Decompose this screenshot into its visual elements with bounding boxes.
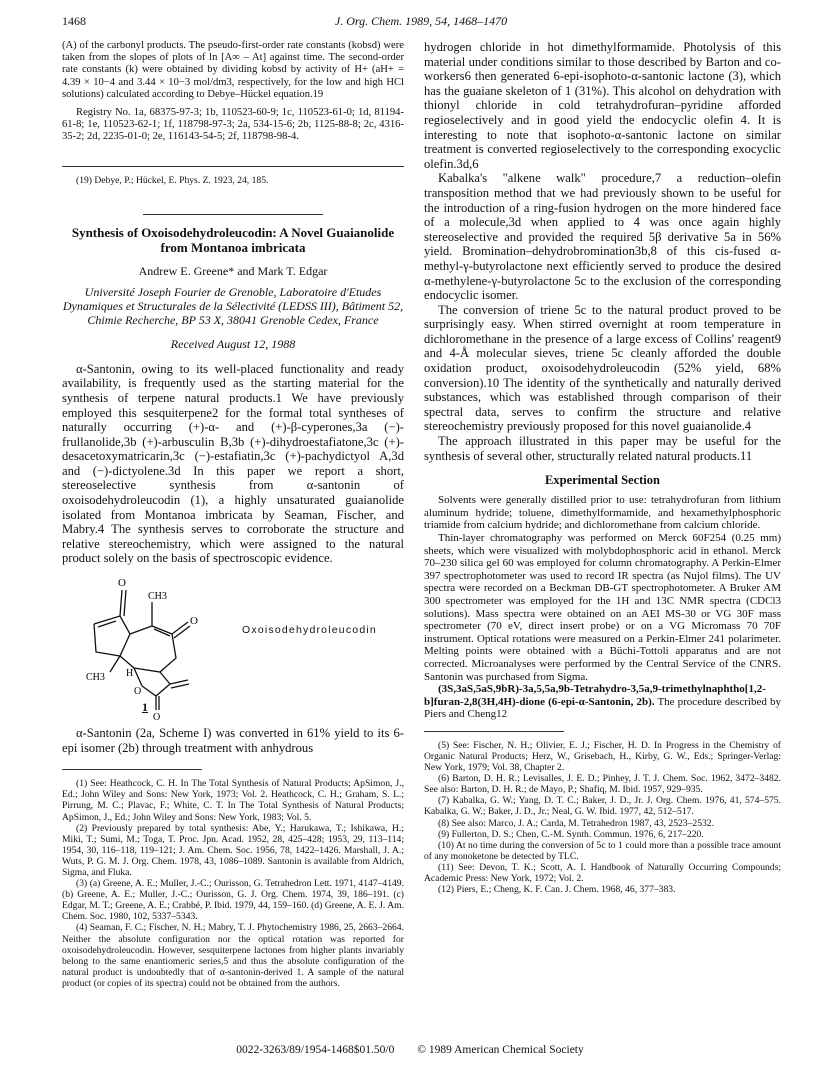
footnote: (1) See: Heathcock, C. H. In The Total Synthesis of Natural Products; ApSimon, J., Ed.; John Wiley and Sons: New York, 1973; Vol. 2. Heathcock, C. H.; Graham, S. L.; Pirrung, M. C.; Plavac, F.; White, C. T. In The Total Synthesis of Natural Products; ApSimon, J., Ed.; John Wiley and Sons: New York, 1983; Vol. 5. bbox=[62, 778, 404, 823]
footnote: (8) See also: Marco, J. A.; Carda, M. Tetrahedron 1987, 43, 2523–2532. bbox=[438, 817, 714, 829]
page-number: 1468 bbox=[62, 14, 86, 28]
compound-name: Oxoisodehydroleucodin bbox=[242, 624, 377, 637]
experimental-methods: Thin-layer chromatography was performed on Merck 60F254 (0.25 mm) sheets, which were visualized with molybdophosphoric acid in ethanol. Merck 70–230 silica gel 60 was employed for column chromatography. A Perkin-Elmer 397 spectrophotometer was used to record IR spectra (as Nujol films). The UV spectra were recorded on a Beckman DB-GT spectrophotometer. A Bruker AM 300 spectrometer was employed for the 1H and 13C NMR spectra (CDCl3 solutions). Mass spectra were obtained on an AEI MS-30 or VG 30F mass spectrometer (70 eV, direct insert probe) or on a VG Micromass 70 70F instrument. Optical rotations were measured on a Perkin-Elmer 241 polarimeter. Melting points were obtained with a Büchi-Tottoli apparatus and are not corrected. Microanalyses were performed by the Central Service of the CNRS. Santonin was purchased from Sigma. bbox=[424, 532, 781, 683]
structure-figure bbox=[62, 572, 404, 722]
paragraph-approach: The approach illustrated in this paper may be useful for the synthesis of several other, structurally related natural products.11 bbox=[424, 434, 781, 463]
paragraph-conversion: The conversion of triene 5c to the natural product proved to be surprisingly easy. When stirred overnight at room temperature in dichloromethane in the presence of a large excess of Collins' reagent9 and 4-Å molecular sieves, triene 5c cleanly afforded the double oxidation product, oxoisodehydroleucodin (52% yield, 68% conversion).10 The identity of the synthetically and naturally derived substances, which was established through comparison of their spectral data, serves to confirm the structure and relative stereochemistry previously proposed for this novel guaianolide.4 bbox=[424, 302, 781, 434]
page-footer bbox=[0, 1044, 820, 1056]
article-divider bbox=[143, 214, 323, 215]
label-h: H bbox=[126, 668, 134, 680]
experimental-heading: Experimental Section bbox=[545, 473, 660, 488]
intro-paragraph: α-Santonin, owing to its well-placed functionality and ready availability, is frequently used as the starting material for the synthesis of terpene natural products.1 We have previously employed this sesquiterpene2 for the formal total syntheses of naturally occurring (+)-α- and (+)-β-cyperones,3a (−)-frullanolide,3b (+)-arbusculin B,3b (+)-dihydroestafiatone,3c (+)-desacetoxymatricarin,3c (−)-estafiatin,3c (+)-pachydictyol A,3d and (−)-dictyolene.3d In this paper we report a short, stereoselective synthesis from α-santonin of oxoisodehydroleucodin (1), a highly unsaturated guaianolide isolated from Montanoa imbricata by Seaman, Fischer, and Mabry.4 The synthesis serves to corroborate the structure and relative stereochemistry, which were assigned to the natural product solely on the basis of spectroscopic evidence. bbox=[62, 361, 404, 566]
label-ch3-top: CH3 bbox=[148, 591, 167, 603]
footnote: (11) See: Devon, T. K.; Scott, A. I. Handbook of Naturally Occurring Compounds; Academic Press: New York, 1972; Vol. 2. bbox=[424, 861, 781, 885]
paragraph-photolysis: hydrogen chloride in hot dimethylformamide. Photolysis of this material under conditions similar to those described by Barton and co-workers6 then generated 6-epi-isophoto-α-santonic lactone (3), which has the guaiane skeleton of 1 (31%). This alcohol on dehydration with thionyl chloride in cold tetrahydrofuran–pyridine afforded regioselectively and in good yield the endocyclic olefin 4. It is interesting to note that isophoto-α-santonic lactone on similar treatment is converted regioselectively to the corresponding exocyclic olefin.3d,6 bbox=[424, 40, 781, 171]
divider bbox=[62, 166, 404, 167]
author-affiliation: Université Joseph Fourier de Grenoble, Laboratoire d'Etudes Dynamiques et Structurales de la Sélectivité (LEDSS III), Bâtiment 52, Chimie Recherche, BP 53 X, 38041 Grenoble Cedex, France bbox=[62, 284, 404, 327]
experimental-solvents: Solvents were generally distilled prior to use: tetrahydrofuran from lithium aluminum hydride; toluene, dimethylformamide, and hexamethylphosphoric triamide from calcium hydride; and dichloromethane from calcium chloride. bbox=[424, 494, 781, 532]
paragraph-alkene-walk: Kabalka's "alkene walk" procedure,7 a reduction–olefin transposition method that we had previously shown to be useful for the introduction of a ring-fusion hydrogen on the more hindered face of a molecule,3d when applied to 4 was once again highly stereoselective and provided the required 5β derivative 5a in 56% yield. Bromination–dehydrobromination3b,8 of this cis-fused α-methyl-γ-butyrolactone next efficiently served to produce the desired α-methylene-γ-butyrolactone 5c to the exclusion of the corresponding endocyclic isomer. bbox=[424, 171, 781, 303]
label-ch3-left: CH3 bbox=[86, 672, 105, 684]
received-date: Received August 12, 1988 bbox=[170, 336, 296, 351]
running-header bbox=[62, 14, 780, 30]
compound-procedure: The procedure described by Piers and Cheng12 bbox=[424, 695, 781, 721]
footnote-divider bbox=[424, 731, 564, 732]
journal-citation: J. Org. Chem. 1989, 54, 1468–1470 bbox=[334, 14, 508, 28]
footnote: (4) Seaman, F. C.; Fischer, N. H.; Mabry, T. J. Phytochemistry 1986, 25, 2663–2664. Neither the absolute configuration nor the optical rotation was reported for oxoisodehydroleucodin. However, sesquiterpene lactones from higher plants invariably belong to the same enantiomeric series,5 and thus the absolute configuration of the natural product is undoubtedly that of α-santonin-derived 1. A sample of the natural product (or copies of its spectra) could not be obtained from the authors. bbox=[62, 922, 404, 989]
label-o-ring: O bbox=[134, 686, 142, 698]
footnote: (5) See: Fischer, N. H.; Olivier, E. J.; Fischer, H. D. In Progress in the Chemistry of Organic Natural Products; Herz, W., Grisebach, H., Kirby, G. W., Eds.; Springer-Verlag: New York, 1979; Vol. 38, Chapter 2. bbox=[424, 739, 781, 774]
footnote: (10) At no time during the conversion of 5c to 1 could more than a possible trace amount of any monoketone be detected by TLC. bbox=[424, 839, 781, 862]
experimental-compound-2b bbox=[424, 683, 781, 721]
footnote: (9) Fullerton, D. S.; Chen, C.-M. Synth. Commun. 1976, 6, 217–220. bbox=[438, 828, 704, 840]
footnote: (12) Piers, E.; Cheng, K. F. Can. J. Chem. 1968, 46, 377–383. bbox=[438, 884, 676, 896]
paragraph-santonin-conversion: α-Santonin (2a, Scheme I) was converted in 61% yield to its 6-epi isomer (2b) through treatment with anhydrous bbox=[62, 726, 404, 755]
label-o-right: O bbox=[190, 615, 198, 628]
footnote: (6) Barton, D. H. R.; Levisalles, J. E. D.; Pinhey, J. T. J. Chem. Soc. 1962, 3472–3482. See also: Barton, D. H. R.; de Mayo, P.; Shafiq, M. Ibid. 1957, 929–935. bbox=[424, 773, 781, 796]
left-column bbox=[62, 40, 404, 989]
oxoisodehydroleucodin-structure bbox=[72, 572, 242, 722]
registry-numbers: Registry No. 1a, 68375-97-3; 1b, 110523-60-9; 1c, 110523-61-0; 1d, 81194-61-8; 1e, 110523-62-1; 1f, 118798-97-3; 2a, 534-15-6; 2b, 1125-88-8; 2c, 4316-35-2; 2d, 2235-01-0; 2e, 116143-54-5; 2f, 118798-98-4. bbox=[62, 107, 404, 143]
article-title: Synthesis of Oxoisodehydroleucodin: A Novel Guaianolide from Montanoa imbricata bbox=[71, 224, 395, 256]
right-column bbox=[424, 40, 781, 895]
footnote: (3) (a) Greene, A. E.; Muller, J.-C.; Ourisson, G. Tetrahedron Lett. 1971, 4147–4149. (b) Greene, A. E.; Muller, J.-C.; Ourisson, G. J. Org. Chem. 1974, 39, 186–191. (c) Edgar, M. T.; Greene, A. E.; Crabbé, P. Ibid. 1979, 44, 159–160. (d) Greene, A. E. J. Am. Chem. Soc. 1980, 102, 5337–5343. bbox=[62, 878, 404, 923]
article-code: 0022-3263/89/1954-1468$01.50/0 bbox=[236, 1044, 395, 1056]
footnotes-right bbox=[424, 740, 781, 895]
carry-over-paragraph: (A) of the carbonyl products. The pseudo-first-order rate constants (kobsd) were taken from the slopes of plots of ln [A∞ – At] against time. The second-order rate constants (k) were obtained by dividing kobsd by activity of H+ (aH+ = 4.39 × 10−4 and 3.44 × 10−3 mol/dm3, respectively, for the low and high HCl solutions) calculated according to Debye–Hückel equation.19 bbox=[62, 40, 404, 100]
label-o-bottom: O bbox=[153, 712, 161, 723]
article-authors: Andrew E. Greene* and Mark T. Edgar bbox=[138, 263, 328, 278]
compound-heading: (3S,3aS,5aS,9bR)-3a,5,5a,9b-Tetrahydro-3,5a,9-trimethylnaphtho[1,2-b]furan-2,8(3H,4H)-dione (6-epi-α-Santonin, 2b). bbox=[424, 683, 766, 708]
footnote: (7) Kabalka, G. W.; Yang, D. T. C.; Baker, J. D., Jr. J. Org. Chem. 1976, 41, 574–575. Kabalka, G. W.; Baker, J. D., Jr.; Neal, G. W. Ibid. 1977, 42, 512–517. bbox=[424, 795, 781, 818]
footnotes-left bbox=[62, 778, 404, 989]
footnote: (2) Previously prepared by total synthesis: Abe, Y.; Harukawa, T.; Ishikawa, H.; Miki, T.; Sumi, M.; Toga, T. Proc. Jpn. Acad. 1952, 28, 425–428; 1953, 29, 113–114; 1954, 30, 116–118, 119–121; J. Am. Chem. Soc. 1956, 78, 1422–1426. Marshall, J. A.; Wuts, P. G. M. J. Org. Chem. 1978, 43, 1086–1089. Santonin is available from Aldrich, Sigma, and Fluka. bbox=[62, 822, 404, 878]
label-o-top: O bbox=[118, 577, 126, 590]
reference-19: (19) Debye, P.; Hückel, E. Phys. Z. 1923, 24, 185. bbox=[76, 174, 269, 186]
footnote-divider bbox=[62, 769, 202, 770]
copyright-notice: © 1989 American Chemical Society bbox=[417, 1044, 584, 1056]
compound-number: 1 bbox=[142, 700, 148, 715]
